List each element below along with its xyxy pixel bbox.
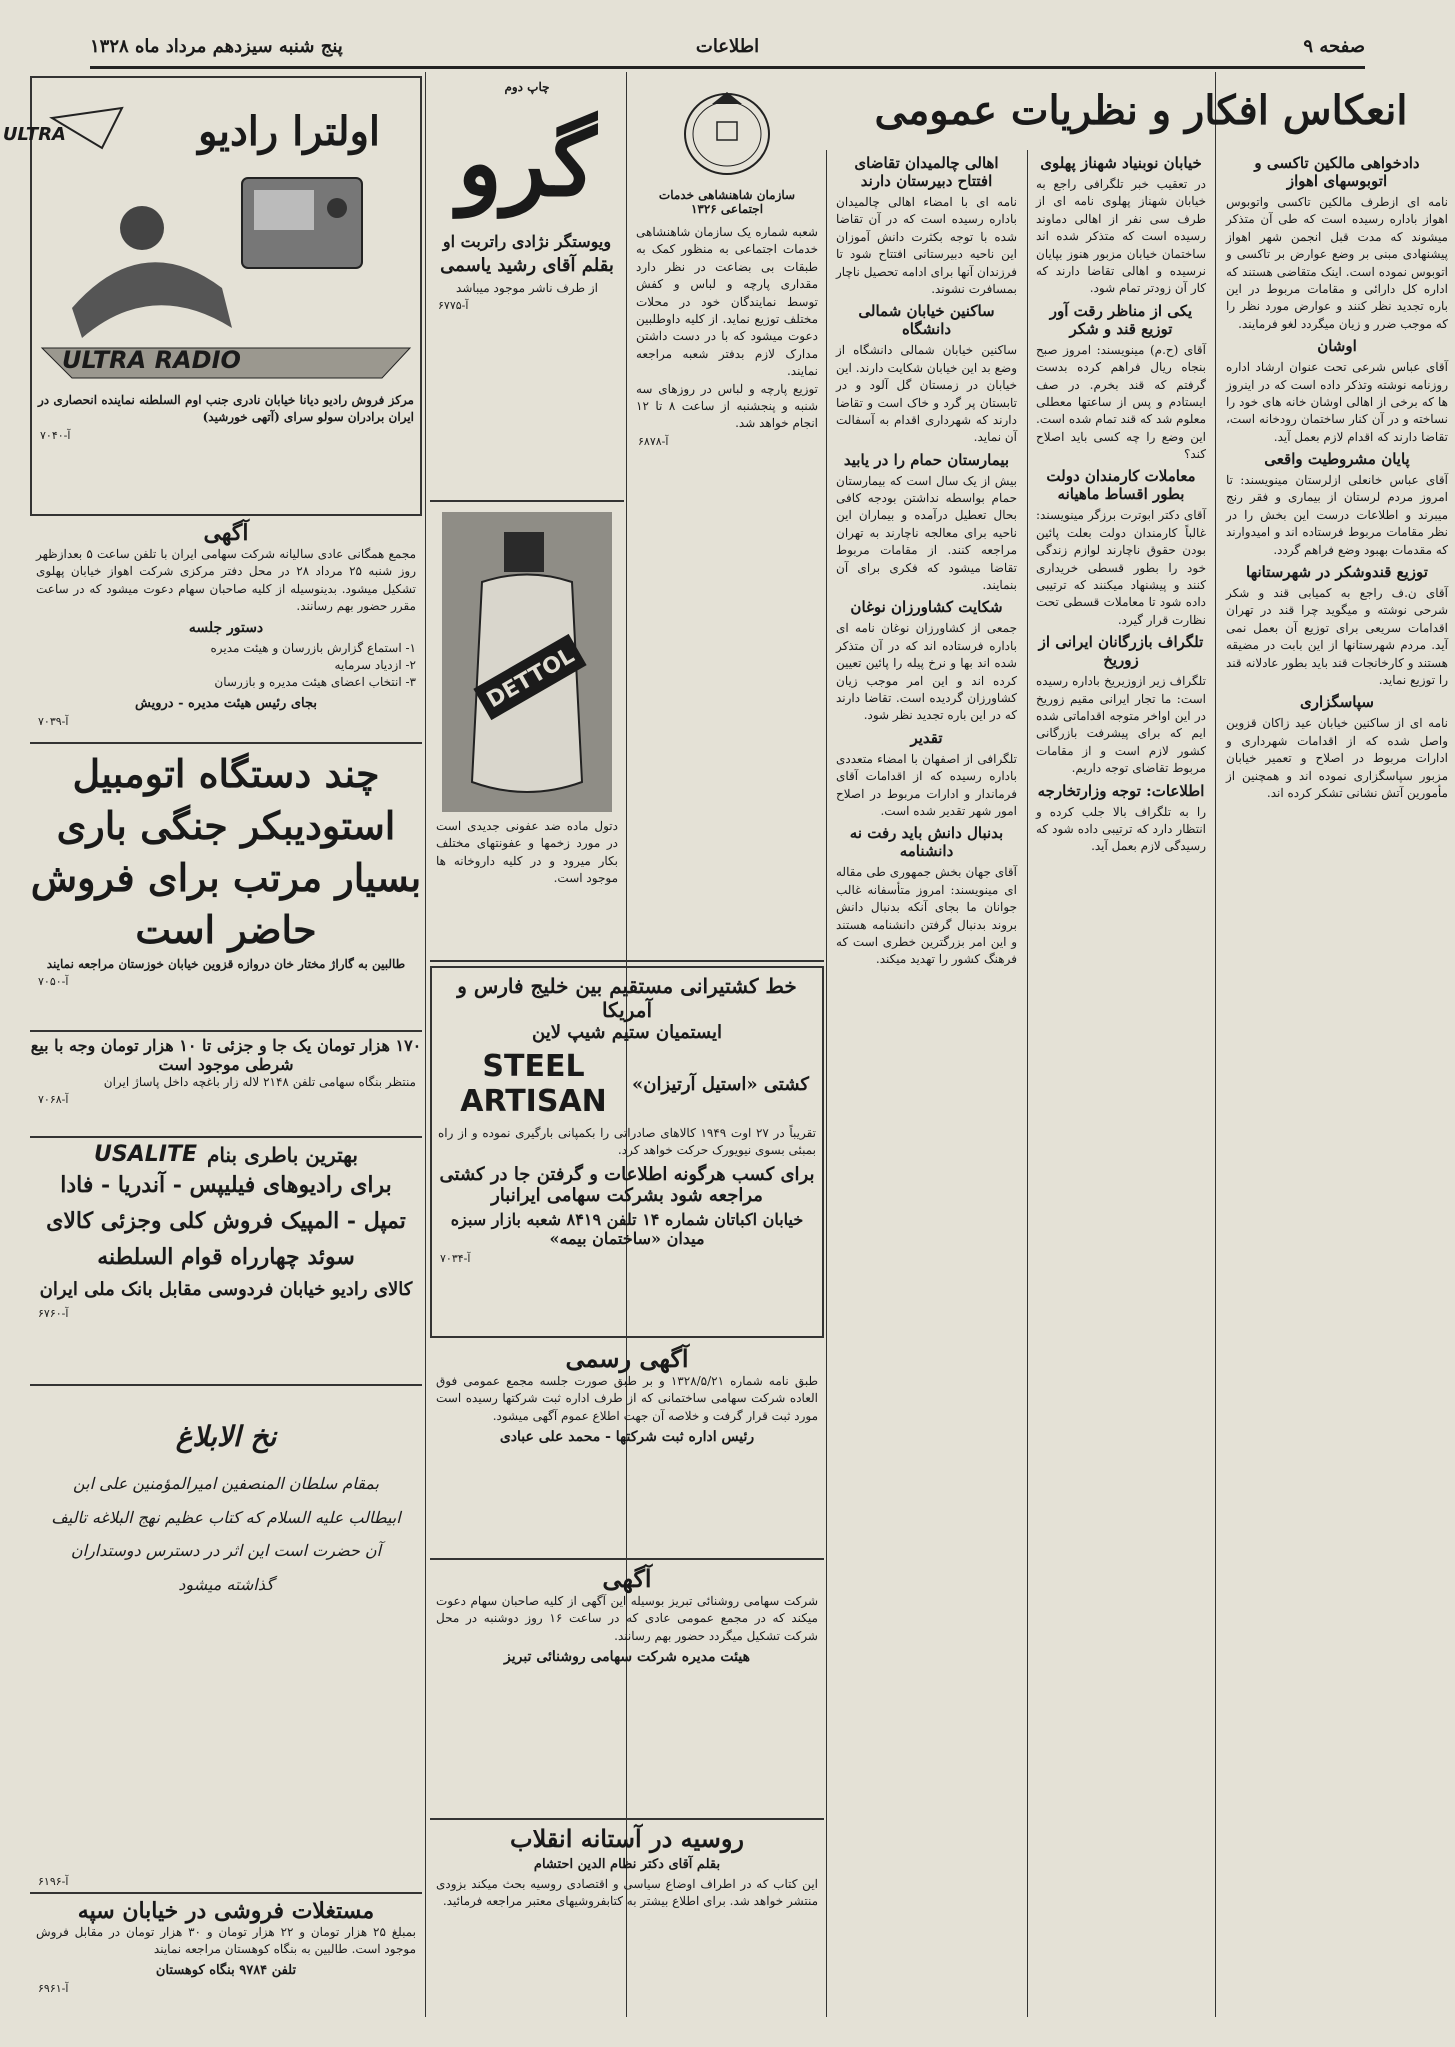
car-body: طالبین به گاراژ مختار خان دروازه قزوین خیابان خوزستان مراجعه نمایند <box>46 957 406 971</box>
divider <box>430 960 824 962</box>
calligraphy-ad <box>30 1390 422 1890</box>
dettol-ad <box>430 506 624 956</box>
article: اوشان آقای عباس شرعی تحت عنوان ارشاد اداره روزنامه نوشته وتذکر داده است که در اینروز ها که برخی از اهالی اوشان خانه های خود را نساخته و در آن کنار ساختمان رودخانه است، تقاضا دارند که اقدام لازم بعمل آید. <box>1226 337 1448 444</box>
article: ساکنین خیابان شمالی دانشگاه ساکنین خیابان شمالی دانشگاه از وضع بد این خیابان شکایت دارند. این خیابان در زمستان گل آلود و در تابستان پر گرد و خاک است و تقاضا دارند که شهرداری اقدام به آسفالت آن نماید. <box>836 302 1017 445</box>
russia-author: بقلم آقای دکتر نظام الدین احتشام <box>533 1857 721 1872</box>
ad-code: آ-۶۷۷۵ <box>438 299 469 313</box>
car-line-4: حاضر است <box>135 907 317 952</box>
column-rule <box>425 72 426 2017</box>
ad-code: آ-۷۰۶۸ <box>38 1093 69 1107</box>
battery-line-2: برای رادیوهای فیلیپس - آندریا - فادا <box>60 1172 392 1198</box>
divider <box>30 1384 422 1386</box>
ad-code: آ-۶۷۶۰ <box>38 1307 69 1320</box>
agenda-item: ۲- ازدیاد سرمایه <box>334 657 416 672</box>
shipping-company: ایستمیان ستیم شیپ لاین <box>532 1022 722 1043</box>
tabriz-notice <box>430 1564 824 1814</box>
car-line-3: بسیار مرتب برای فروش <box>30 855 422 900</box>
notice-title: آگهی <box>602 1564 652 1593</box>
ad-code: آ-۷۰۳۹ <box>38 714 69 728</box>
shipping-ad <box>430 966 824 1338</box>
shipping-body: تقریباً در ۲۷ اوت ۱۹۴۹ کالاهای صادراتی را بکمپانی بارگیری نموده و از راه بمبئی بسوی نیویورک حرکت خواهد کرد. <box>438 1126 816 1158</box>
article: بدنبال دانش باید رفت نه دانشنامه آقای جهان بخش جمهوری طی مقاله ای مینویسند: امروز متأسفانه غالب جوانان ما بجای آنکه بدنبال دانش بروند بدنبال گرفتن دانشنامه هستند و این امر بزرگترین خطری است که فرهنگ کشور را تهدید میکند. <box>836 824 1017 967</box>
shipping-address: خیابان اکباتان شماره ۱۴ تلفن ۸۴۱۹ شعبه بازار سبزه میدان «ساختمان بیمه» <box>450 1209 804 1248</box>
battery-line-5: کالای رادیو خیابان فردوسی مقابل بانک ملی ایران <box>39 1279 413 1300</box>
ad-code: آ-۷۰۵۰ <box>38 975 69 989</box>
loan-ad <box>30 1036 422 1134</box>
book-author: بقلم آقای رشید یاسمی <box>440 255 614 276</box>
shipping-contact: برای کسب هرگونه اطلاعات و گرفتن جا در کشتی مراجعه شود بشرکت سهامی ایرانبار <box>439 1163 815 1206</box>
issue-date: پنج شنبه سیزدهم مرداد ماه ۱۳۲۸ <box>90 36 343 57</box>
article: سپاسگزاری نامه ای از ساکنین خیابان عید زاکان قزوین واصل شده که از اقدامات شهرداری و ادارات مربوط در اصلاح و تعمیر خیابان مزبور سپاسگزاری نموده اند و همچنین از مأمورین آتش نشانی تشکر کرده اند. <box>1226 693 1448 800</box>
divider <box>430 1818 824 1820</box>
ad-code: آ-۷۰۴۰ <box>40 428 71 442</box>
article: شکایت کشاورزان نوغان جمعی از کشاورزان نوغان نامه ای باداره فرستاده اند که در آن متذکر شده اند بها و نرخ پیله را پائین تعیین کرده اند و این امر موجب زیان کشاورزان گردیده است. تقاضا دارند که در این باره تجدید نظر شود. <box>836 598 1017 723</box>
divider <box>30 1892 422 1894</box>
book-title: گرو <box>457 109 597 217</box>
ad-code: آ-۶۹۶۱ <box>38 1981 69 1995</box>
ship-latin-2: ARTISAN <box>460 1084 607 1119</box>
paper-name: اطلاعات <box>695 36 760 57</box>
ship-latin-1: STEEL <box>482 1049 585 1084</box>
agenda-title: دستور جلسه <box>188 619 264 636</box>
product-latin: DETTOL <box>482 643 579 714</box>
section-title: انعکاس افکار و نظریات عمومی <box>874 87 1408 134</box>
seal-icon <box>672 82 782 182</box>
notice-body-2: توزیع پارچه و لباس در روزهای سه شنبه و پنجشنبه از ساعت ۸ تا ۱۲ انجام خواهد شد. <box>636 381 819 431</box>
divider <box>430 1558 824 1560</box>
book-note: از طرف ناشر موجود میباشد <box>456 281 598 295</box>
loan-title: ۱۷۰ هزار تومان یک جا و جزئی تا ۱۰ هزار تومان وجه با بیع شرطی موجود است <box>30 1036 422 1074</box>
ultra-latin: ULTRA RADIO <box>62 346 241 374</box>
article: خیابان نوبنیاد شهناز پهلوی در تعقیب خبر تلگرافی راجع به خیابان شهناز پهلوی نامه ای از طرف سی نفر از اهالی دماوند رسیده است که متذکر شده اند ساختمان خیابان مزبور هنوز بپایان نرسیده و اهالی تقاضا دارند که کار آن زودتر تمام شود. <box>1036 154 1206 296</box>
ship-latin-block <box>440 1049 627 1119</box>
ship-label: کشتی «استیل آرتیزان» <box>632 1073 809 1095</box>
battery-line-4: سوئد چهارراه قوام السلطنه <box>97 1244 355 1270</box>
article: بیمارستان حمام را در یابید بیش از یک سال است که بیمارستان حمام بواسطه نداشتن بودجه کافی بحال تعطیل درآمده و بیماران این ناحیه برای معالجه ناچارند به تهران مراجعه کنند. از مقامات مربوط تقاضا میشود که فکری برای آن بنمایند. <box>836 450 1017 593</box>
book-subtitle: ویوستگر نژادی راتربت او <box>442 232 612 251</box>
article: توزیع قندوشکر در شهرستانها آقای ن.ف راجع به کمیابی قند و شکر شرحی نوشته و میگوید چرا قند در تهران اقدامات سریعی برای توزیع آن بعمل نمی آید. مردم شهرستانها از این بابت در مضیقه هستند و کارخانجات قند باید بطور عادلانه قند را توزیع نماید. <box>1226 563 1448 687</box>
article: پایان مشروطیت واقعی آقای عباس خانعلی ازلرستان مینویسند: تا امروز مردم لرستان از بیماری و فقر رنج میبرند و اطلاعات درست این بخش را در نظر مقامات مربوط فرستاده اند و امیدوارند که مقدمات بهبود وضع فراهم گردد. <box>1226 450 1448 557</box>
seal-caption: سازمان شاهنشاهی خدمات اجتماعی ۱۳۲۶ <box>658 188 796 216</box>
divider <box>430 500 624 502</box>
russia-body: این کتاب که در اطراف اوضاع سیاسی و اقتصادی روسیه بحث میکند بزودی منتشر خواهد شد. برای اطلاع بیشتر به کتابفروشیهای معتبر مراجعه فرمائید. <box>436 1877 818 1909</box>
property-body: بمبلغ ۲۵ هزار تومان و ۲۲ هزار تومان و ۳۰ هزار تومان در مقابل فروش موجود است. طالبین به بنگاه کوهستان مراجعه نمایند <box>36 1925 416 1957</box>
calligraphy-body: بمقام سلطان المنصفین امیرالمؤمنین علی ابن ابیطالب علیه السلام که کتاب عظیم نهج البلاغه تالیف آن حضرت است این اثر در دسترس دوستداران گذاشته میشود <box>51 1474 401 1594</box>
divider <box>30 1136 422 1138</box>
property-ad <box>30 1898 422 2016</box>
product-note: دتول ماده ضد عفونی جدیدی است در مورد زخمها و عفونتهای مختلف بکار میرود و در کلیه داروخانه ها موجود است. <box>436 819 618 886</box>
page-number: صفحه ۹ <box>1303 36 1365 57</box>
battery-headline <box>30 1142 422 1167</box>
ad-code: آ-۶۱۹۶ <box>38 1875 69 1888</box>
calligraphy-title: نخ الابلاغ <box>175 1420 277 1453</box>
column-rule <box>1027 150 1028 2017</box>
official-signature: رئیس اداره ثبت شرکتها - محمد علی عبادی <box>499 1429 755 1446</box>
article: اهالی چالمیدان تقاضای افتتاح دبیرستان دارند نامه ای با امضاء اهالی چالمیدان باداره رسیده است که در آن تقاضا شده با توجه بکثرت دانش آموزان این ناحیه دبیرستانی افتتاح شود تا فرزندان آنها برای ادامه تحصیل ناچار بمسافرت نشوند. <box>836 154 1017 296</box>
property-phone: تلفن ۹۷۸۴ بنگاه کوهستان <box>155 1962 297 1978</box>
notice-signature: بجای رئیس هیئت مدیره - درویش <box>135 695 317 711</box>
opinion-section-header <box>836 76 1446 146</box>
battery-latin: USALITE <box>94 1142 198 1167</box>
battery-line-3: تمپل - المپیک فروش کلی وجزئی کالای <box>46 1208 406 1234</box>
page-header <box>90 30 1365 69</box>
official-body: طبق نامه شماره ۱۳۲۸/۵/۲۱ و بر طبق صورت جلسه مجمع عمومی فوق العاده شرکت سهامی ساختمانی که از طرف اداره ثبت شرکتها رسیده است مورد ثبت قرار گرفت و خلاصه آن جهت اطلاع عموم آگهی میشود. <box>436 1374 818 1423</box>
social-services-notice <box>630 76 824 956</box>
loan-body: منتظر بنگاه سهامی تلفن ۲۱۴۸ لاله زار باغچه داخل پاساژ ایران <box>103 1075 416 1089</box>
agenda-item: ۱- استماع گزارش بازرسان و هیئت مدیره <box>210 640 416 655</box>
divider <box>30 1030 422 1032</box>
car-sale-ad <box>30 748 422 1026</box>
battery-line-1: بهترین باطری بنام <box>207 1142 358 1167</box>
article: اطلاعات: توجه وزارتخارجه را به تلگراف بالا جلب کرده و انتظار دارد که ترتیبی داده شود که رسیدگی لازم بعمل آید. <box>1036 781 1206 854</box>
russia-title: روسیه در آستانه انقلاب <box>509 1824 745 1853</box>
article: تقدیر تلگرافی از اصفهان با امضاء متعددی باداره رسیده که از اقدامات آقای فرماندار و ادارات مربوط در اصلاح امور شهر تقدیر شده است. <box>836 728 1017 818</box>
property-title: مستغلات فروشی در خیابان سپه <box>77 1898 375 1924</box>
official-notice <box>430 1344 824 1554</box>
ultra-body: مرکز فروش رادیو دیانا خیابان نادری جنب اوم السلطنه نماینده انحصاری در ایران برادران سولو سرای (آتهی خورشید) <box>38 393 414 425</box>
article: تلگراف بازرگانان ایرانی از زوریخ تلگراف زیر ازوزیریخ باداره رسیده است: ما تجار ایرانی مقیم زوریخ در این اواخر متوجه اقداماتی شده ایم که برای پیشرفت بازرگانی کشور لازم است و از مقامات مربوط تقاضای توجه داریم. <box>1036 633 1206 776</box>
notice-body: شرکت سهامی روشنائی تبریز بوسیله این آگهی از کلیه صاحبان سهام دعوت میکند که در مجمع عمومی عادی که در ساعت ۱۶ روز دوشنبه در محل شرکت تشکیل میگردد حضور بهم رسانند. <box>436 1594 818 1643</box>
ad-code: آ-۷۰۳۴ <box>440 1251 471 1265</box>
ultra-brand: ULTRA <box>2 124 66 145</box>
battery-ad <box>30 1142 422 1380</box>
car-line-2: استودیبکر جنگی باری <box>56 803 396 848</box>
divider <box>30 742 422 744</box>
notice-signature: هیئت مدیره شرکت سهامی روشنائی تبریز <box>503 1649 750 1666</box>
article: یکی از مناظر رقت آور توزیع قند و شکر آقای (ح.م) مینویسند: امروز صبح بنجاه ریال فراهم کرده بدست گرفتم که قند بخرم. در صف ایستادم و پس از ساعتها معطلی معلوم شد که قند تمام شده است. این وضع را چه کسی باید اصلاح کند؟ <box>1036 301 1206 462</box>
ultra-title: اولترا رادیو <box>198 108 380 155</box>
ultra-radio-ad <box>2 76 422 516</box>
car-line-1: چند دستگاه اتومبیل <box>72 751 380 796</box>
notice-body: مجمع همگانی عادی سالیانه شرکت سهامی ایران با تلفن ساعت ۵ بعدازظهر روز شنبه ۲۵ مرداد ۲۸ در محل دفتر مرکزی شرکت اهواز خیابان پهلوی تشکیل میشود. بدینوسیله از کلیه صاحبان سهام دعوت میشود که در ساعت مقرر حضور بهم رسانند. <box>36 547 417 614</box>
bottle-icon <box>442 512 612 812</box>
notice-title: آگهی <box>203 520 249 546</box>
russia-book-ad <box>430 1824 824 2014</box>
agenda-item: ۳- انتخاب اعضای هیئت مدیره و بازرسان <box>214 675 416 690</box>
opinion-column-1 <box>1220 150 1454 2017</box>
shareholder-notice <box>30 520 422 738</box>
opinion-column-2 <box>1030 150 1212 2017</box>
article: دادخواهی مالکین تاکسی و اتوبوسهای اهواز نامه ای ازطرف مالکین تاکسی واتوبوس اهواز باداره رسیده است که طی آن متذکر میشوند که مدت قبل انجمن شهر اهواز پیشنهادی مبنی بر وضع عوارض بر تاکسی و اتوبوس نموده است. اینک متقاضی هستند که اداره کل دارائی و مقامات مربوط در این باره تجدید نظر کنند و عوارض مورد نظر را که موجب ضرر و زیان میگردد لغو فرمایند. <box>1226 154 1448 331</box>
edition-label: چاپ دوم <box>504 80 550 94</box>
ad-code: آ-۶۸۷۸ <box>638 434 669 448</box>
ship-name-row <box>440 1049 814 1119</box>
shipping-title: خط کشتیرانی مستقیم بین خلیج فارس و آمریکا <box>457 974 797 1022</box>
book-ad <box>430 76 624 496</box>
column-rule <box>1215 72 1216 2017</box>
column-rule <box>826 150 827 2017</box>
official-title: آگهی رسمی <box>565 1344 689 1373</box>
article: معاملات کارمندان دولت بطور اقساط ماهیانه آقای دکتر ابوترت برزگر مینویسند: غالباً کارمندان دولت بعلت پائین بودن حقوق ناچارند لوازم زندگی خود را بطور قسطی خریداری کنند و پیشنهاد میکنند که ترتیبی داده شود تا معاملات قسطی تحت نظارت قرار گیرد. <box>1036 467 1206 627</box>
opinion-column-3 <box>830 150 1023 2017</box>
notice-body: شعبه شماره یک سازمان شاهنشاهی خدمات اجتماعی به منظور کمک به طبقات بی بضاعت در نظر دارد مقداری پارچه و لباس و کفش توسط نمایندگان خود در محلات مختلف توزیع نماید. از کلیه داوطلبین دعوت میشود که با در دست داشتن مدارک لازم بدفتر شعبه مراجعه نمایند. <box>636 225 818 379</box>
